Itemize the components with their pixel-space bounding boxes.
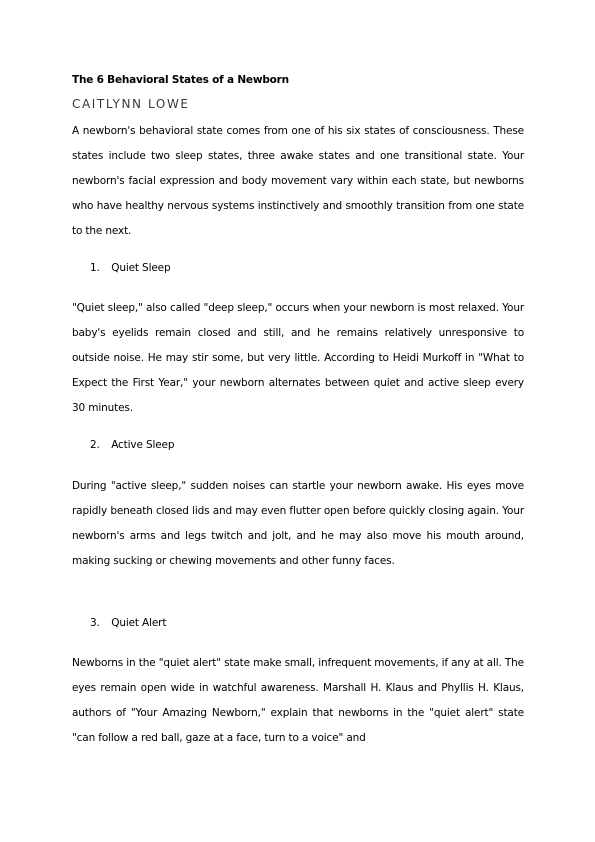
section-number: 3.	[90, 617, 100, 629]
section-number: 1.	[90, 262, 100, 274]
section-heading-label: Active Sleep	[111, 439, 175, 451]
author-name: CAITLYNN LOWE	[72, 97, 190, 111]
section-body-quiet-alert: Newborns in the "quiet alert" state make small, infrequent movements, if any at all. The eyes remain open wide in watchful awareness. Marshall H. Klaus and Phyllis H. Klaus, authors of "Your Amazing Newborn," explain that newborns in the "quiet alert" state "can follow a red ball, gaze at a face, turn to a voice" and	[72, 657, 524, 744]
section-body-active-sleep: During "active sleep," sudden noises can startle your newborn awake. His eyes move rapidly beneath closed lids and may even flutter open before quickly closing again. Your newborn's arms and legs twitch and jolt, and he may also move his mouth around, making sucking or chewing movements and other funny faces.	[72, 480, 524, 567]
document-title: The 6 Behavioral States of a Newborn	[72, 74, 289, 86]
section-heading-label: Quiet Sleep	[111, 262, 171, 274]
section-body-quiet-sleep: "Quiet sleep," also called "deep sleep," occurs when your newborn is most relaxed. Your baby's eyelids remain closed and still, and he remains relatively unresponsive to outside noise. He may stir some, but very little. According to Heidi Murkoff in "What to Expect the First Year," your newborn alternates between quiet and active sleep every 30 minutes.	[72, 302, 524, 414]
intro-paragraph: A newborn's behavioral state comes from one of his six states of consciousness. These states include two sleep states, three awake states and one transitional state. Your newborn's facial expression and body movement vary within each state, but newborns who have healthy nervous systems instinctively and smoothly transition from one state to the next.	[72, 125, 524, 237]
section-heading-quiet-sleep	[90, 262, 170, 274]
section-number: 2.	[90, 439, 100, 451]
section-heading-active-sleep	[90, 439, 174, 451]
section-heading-label: Quiet Alert	[111, 617, 167, 629]
section-heading-quiet-alert	[90, 617, 166, 629]
